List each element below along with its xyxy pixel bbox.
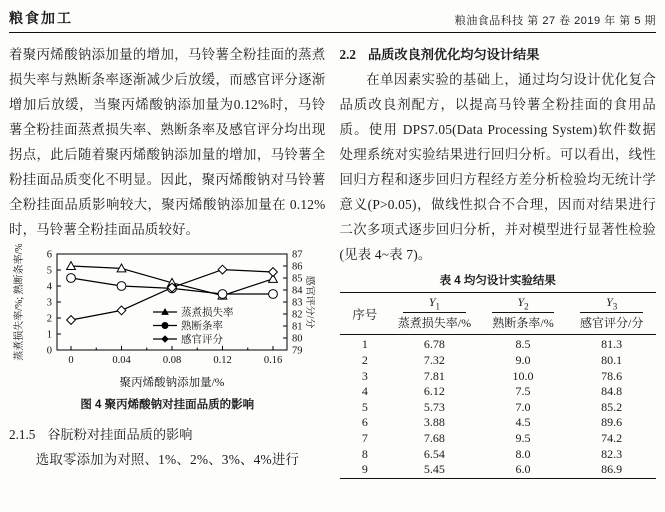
table-row: 3 7.81 10.0 78.6 [361, 368, 623, 383]
column-header-y3: $Y_3$ [567, 293, 656, 314]
svg-text:感官评分/分: 感官评分/分 [304, 275, 315, 329]
svg-text:83: 83 [292, 297, 303, 309]
table-body [340, 335, 657, 478]
section-number: 2.1.5 [9, 427, 36, 442]
svg-text:0.04: 0.04 [112, 355, 131, 366]
svg-text:1: 1 [46, 329, 52, 341]
svg-text:86: 86 [292, 261, 303, 273]
right-column [340, 42, 657, 479]
svg-text:熟断条率: 熟断条率 [181, 321, 223, 332]
figure-4 [9, 244, 326, 413]
paragraph-polyacrylate-discussion: 着聚丙烯酸钠添加量的增加，马铃薯全粉挂面的蒸煮损失率与熟断条率逐渐减少后放缓，而感官评分逐渐增加后放缓，当聚丙烯酸钠添加量为0.12%时，马铃薯全粉挂面蒸煮损失率、熟断条率及感官评分均出现拐点，此后随着聚丙烯酸钠添加量的增加，马铃薯全粉挂面品质变化不明显。因此，聚丙烯酸钠对马铃薯全粉挂面品质影响较大，聚丙烯酸钠添加量在 0.12%时，马铃薯全粉挂面品质较好。 [9, 47, 326, 237]
svg-text:2: 2 [46, 313, 52, 325]
column-subheader-breaking-rate: 熟断条率/% [492, 316, 554, 331]
svg-text:聚丙烯酸钠添加量/%: 聚丙烯酸钠添加量/% [119, 377, 225, 389]
line-chart [11, 244, 326, 395]
svg-text:4: 4 [46, 281, 52, 293]
two-column-layout [9, 33, 656, 479]
column-subheader-cooking-loss: 蒸煮损失率/% [397, 316, 472, 331]
table-row: 1 6.78 8.5 81.3 [340, 335, 657, 353]
section-heading-2-1-5 [9, 422, 326, 447]
left-column [9, 42, 326, 479]
svg-text:79: 79 [292, 345, 303, 357]
column-header-y1: $Y_1$ [390, 293, 479, 314]
svg-text:87: 87 [292, 249, 303, 261]
table-row: 2 7.32 9.0 80.1 [361, 352, 623, 367]
svg-text:蒸煮损失率/%; 熟断条率/%: 蒸煮损失率/%; 熟断条率/% [14, 244, 25, 361]
svg-text:6: 6 [46, 249, 52, 261]
svg-text:蒸煮损失率: 蒸煮损失率 [181, 307, 234, 319]
table-4 [340, 292, 657, 479]
section-title: 谷朊粉对挂面品质的影响 [47, 427, 193, 442]
svg-text:85: 85 [292, 273, 303, 285]
page-header [9, 6, 656, 32]
section-number: 2.2 [339, 47, 356, 62]
table-row: 5 5.73 7.0 85.2 [361, 399, 623, 414]
svg-text:0.16: 0.16 [263, 355, 283, 366]
table-header [340, 293, 657, 335]
column-header-index: 序号 [352, 307, 378, 322]
svg-text:0: 0 [68, 355, 74, 366]
paragraph-uniform-design: 在单因素实验的基础上，通过均匀设计优化复合品质改良剂配方，以提高马铃薯全粉挂面的食用品质。使用 DPS7.05(Data Processing System)软件数据处理系统对实验结果进行回归分析。可以看出，线性回归方程和逐步回归方程经方差分析检验均无统计学意义(P>0.05)，做线性拟合不合理，因而对结果进行二次多项式逐步回归分析，并对模型进行显著性检验(见表 4~表 7)。 [339, 72, 656, 262]
figure-4-caption: 图 4 聚丙烯酸钠对挂面品质的影响 [80, 399, 255, 411]
header-journal-info: 粮油食品科技 第 27 卷 2019 年 第 5 期 [454, 15, 656, 27]
svg-text:81: 81 [292, 321, 303, 333]
table-row: 8 6.54 8.0 82.3 [361, 446, 623, 461]
paragraph-gluten-intro: 选取零添加为对照、1%、2%、3%、4%进行 [35, 452, 300, 467]
svg-text:82: 82 [292, 309, 303, 321]
table-row: 7 7.68 9.5 74.2 [361, 430, 623, 445]
svg-text:感官评分: 感官评分 [181, 334, 223, 346]
svg-text:3: 3 [46, 297, 52, 309]
header-section-label: 粮食加工 [9, 10, 73, 26]
section-heading-2-2 [340, 42, 657, 67]
column-subheader-sensory-score: 感官评分/分 [580, 316, 644, 331]
table-row: 9 5.45 6.0 86.9 [361, 462, 623, 477]
svg-text:0.08: 0.08 [162, 355, 182, 366]
svg-text:84: 84 [292, 285, 303, 297]
table-row: 6 3.88 4.5 89.6 [361, 415, 623, 430]
section-title: 品质改良剂优化均匀设计结果 [367, 47, 540, 62]
svg-text:80: 80 [292, 333, 303, 345]
svg-text:0.12: 0.12 [213, 355, 232, 366]
chart-svg [11, 244, 315, 390]
table-4-caption: 表 4 均匀设计实验结果 [439, 275, 556, 287]
svg-text:0: 0 [46, 345, 52, 357]
column-header-y2: $Y_2$ [479, 293, 568, 314]
table-row: 4 6.12 7.5 84.8 [361, 384, 623, 399]
svg-text:5: 5 [46, 265, 52, 277]
